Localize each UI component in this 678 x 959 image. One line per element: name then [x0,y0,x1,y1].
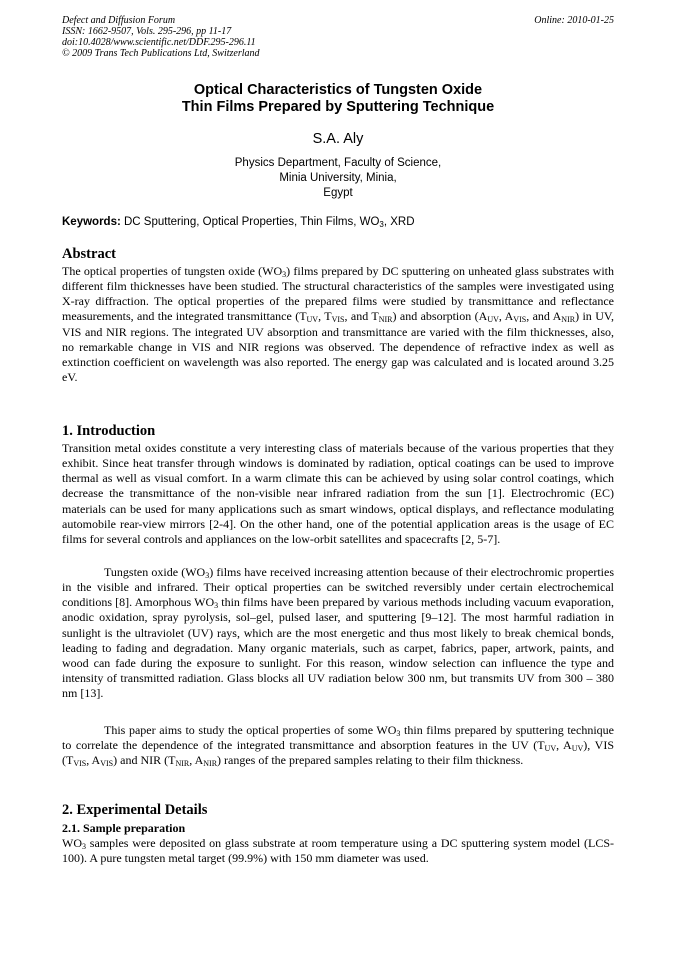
affiliation [62,156,614,201]
affiliation-line-3: Egypt [323,187,353,199]
title-line-1: Optical Characteristics of Tungsten Oxide [193,82,483,98]
journal-copyright: © 2009 Trans Tech Publications Ltd, Switzerland [62,48,260,59]
keywords-label: Keywords: [62,216,121,228]
abstract-text: The optical properties of tungsten oxide $(WO_3)$ films prepared by DC sputtering on unheated glass substrates with different film thicknesses have been studied. The structural characteristics of the samples were investigated using X-ray diffraction. The optical properties of the prepared films were studied by transmittance and reflectance measurements, and the integrated transmittance ($T_{UV}$, $T_{VIS}$, and $T_{NIR}$) and absorption ($A_{UV}$, $A_{VIS}$, and $A_{NIR}$) in UV, VIS and NIR regions. The integrated UV absorption and transmittance are varied with the film thicknesses, also, no remarkable change in VIS and NIR regions was observed. The dependence of refractive index as well as extinction coefficient on wavelength was also reported. The energy gap was calculated and is located around 3.25 eV. [62,264,614,385]
keywords-text: DC Sputtering, Optical Properties, Thin Films, WO [124,216,380,228]
title-line-2: Thin Films Prepared by Sputtering Technique [181,99,495,115]
sample-preparation-heading: 2.1. Sample preparation [62,821,186,835]
affiliation-line-1: Physics Department, Faculty of Science, [234,157,442,169]
affiliation-line-2: Minia University, Minia, [279,172,397,184]
keywords [62,215,622,230]
journal-issn: ISSN: 1662-9507, Vols. 295-296, pp 11-17 [62,26,232,37]
experimental-heading: 2. Experimental Details [62,802,208,818]
introduction-paragraph-1: Transition metal oxides constitute a very interesting class of materials because of the various properties that they exhibit. Since heat transfer through windows is dominated by radiation, optical coatings can be used to improve thermal as well as visual comfort. In a warm climate this can be achieved by using solar control coatings, which decrease the transmittance of the non-visible near infrared radiation from the sun [1]. Electrochromic (EC) materials can be used for many applications such as smart windows, optical displays, and reflectance modulating automobile rear-view mirrors [2-4]. On the other hand, one of the potential application areas is the usage of EC films for several controls and appliances on the low-orbit satellites and spacecrafts [2, 5-7]. [62,441,614,546]
journal-header [62,15,614,59]
abstract-heading: Abstract [62,246,116,262]
online-date: Online: 2010-01-25 [534,15,614,26]
journal-doi: doi:10.4028/www.scientific.net/DDF.295-296.11 [62,37,256,48]
author-name: S.A. Aly [312,131,364,147]
keywords-tail: , XRD [383,216,415,228]
journal-name: Defect and Diffusion Forum [62,15,176,26]
introduction-paragraph-2: Tungsten oxide $(WO_3)$ films have received increasing attention because of their electrochromic properties in the visible and infrared. Their optical properties can be switched reversibly under certain electrochemical conditions [8]. Amorphous $WO_3$ thin films have been prepared by various methods including vacuum evaporation, anodic oxidation, spray pyrolysis, sol–gel, pulsed laser, and sputtering [9–12]. The most harmful radiation in sunlight is the ultraviolet (UV) rays, which are the most energetic and thus most likely to break chemical bonds, leading to fading and degradation. Many organic materials, such as carpet, fabrics, paper, artwork, paints, and wood can fade during the exposure to sunlight. For this reason, window selection can influence the type and intensity of transmitted radiation. Glass blocks all UV radiation below 300 nm, but transmits UV from 300 – 380 nm [13]. [62,565,615,701]
introduction-heading: 1. Introduction [62,423,156,439]
paper-title [62,82,614,116]
keywords-subscript: 3 [379,220,384,229]
experimental-paragraph-1: $WO_3$ samples were deposited on glass substrate at room temperature using a DC sputtering system model (LCS-100). A pure tungsten metal target (99.9%) with 150 mm diameter was used. [62,836,614,866]
introduction-paragraph-3: This paper aims to study the optical properties of some $WO_3$ thin films prepared by sputtering technique to correlate the dependence of the integrated transmittance and absorption features in the UV ($T_{UV}$, $A_{UV}$), VIS ($T_{VIS}$, $A_{VIS}$) and NIR ($T_{NIR}$, $A_{NIR}$) ranges of the prepared samples relating to their film thickness. [62,723,614,769]
